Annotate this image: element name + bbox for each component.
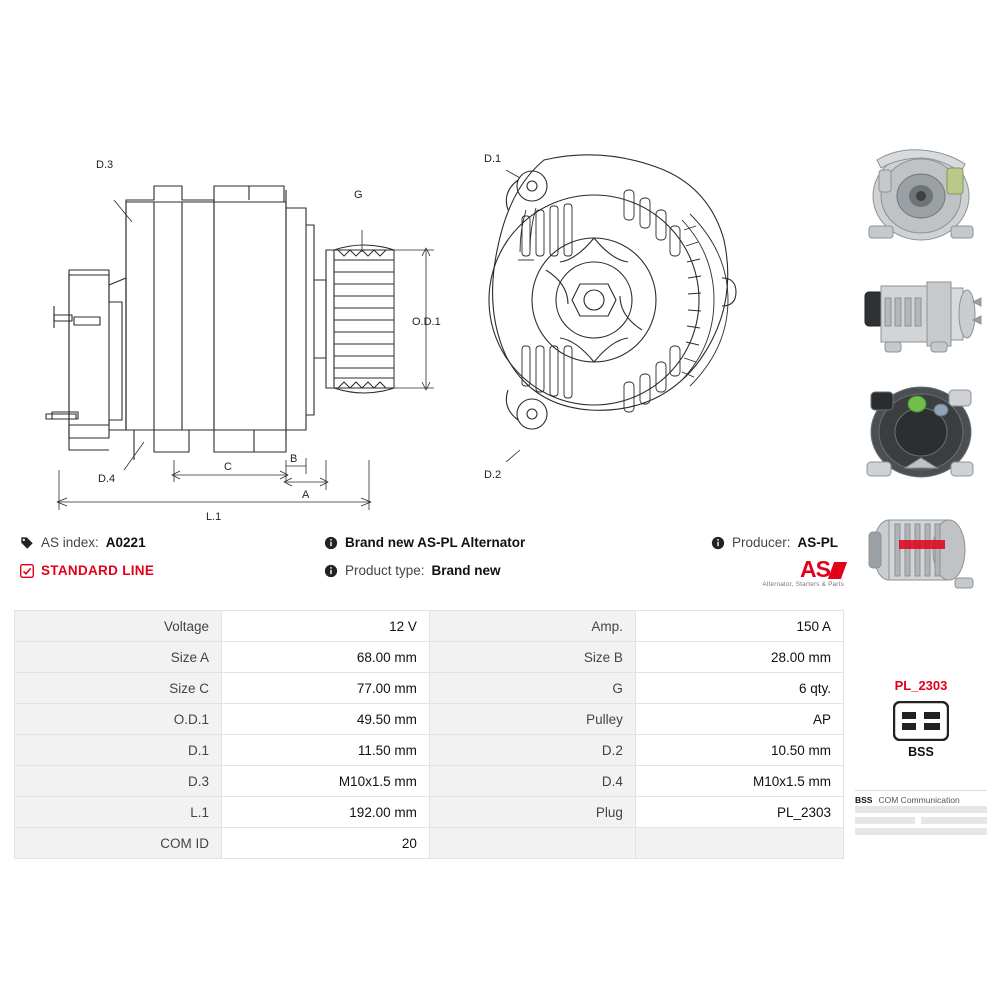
as-index-cell — [20, 535, 146, 550]
product-photo-rear[interactable] — [855, 376, 987, 486]
label-d2: D.2 — [484, 469, 502, 481]
plug-info-box — [855, 678, 987, 759]
spec-key-2 — [429, 828, 635, 859]
spec-key: L.1 — [15, 797, 222, 828]
label-c: C — [224, 461, 232, 473]
as-index-value: A0221 — [105, 535, 146, 550]
producer-value: AS-PL — [797, 535, 838, 550]
standard-line-badge — [20, 563, 154, 578]
spec-value-2: 6 qty. — [635, 673, 843, 704]
spec-key-2: D.4 — [429, 766, 635, 797]
spec-value: 77.00 mm — [222, 673, 430, 704]
plug-icon — [855, 701, 987, 741]
info-row-1 — [14, 535, 844, 563]
table-row — [15, 797, 844, 828]
spec-value-2 — [635, 828, 843, 859]
placeholder-bar — [855, 806, 987, 813]
communication-row — [855, 790, 987, 805]
info-icon — [711, 536, 725, 550]
spec-key-2: Pulley — [429, 704, 635, 735]
product-type-label: Product type: — [345, 563, 425, 578]
info-icon — [324, 564, 338, 578]
spec-key: O.D.1 — [15, 704, 222, 735]
spec-key-2: Size B — [429, 642, 635, 673]
table-row — [15, 828, 844, 859]
label-b: B — [290, 453, 298, 465]
table-row — [15, 611, 844, 642]
spec-value-2: AP — [635, 704, 843, 735]
table-row — [15, 766, 844, 797]
label-d3: D.3 — [96, 159, 114, 171]
spec-key: D.3 — [15, 766, 222, 797]
info-icon — [324, 536, 338, 550]
table-row — [15, 735, 844, 766]
spec-value: 20 — [222, 828, 430, 859]
spec-value: 68.00 mm — [222, 642, 430, 673]
spec-value-2: 150 A — [635, 611, 843, 642]
plug-name: BSS — [908, 745, 934, 759]
placeholder-bar — [855, 828, 987, 835]
plug-code: PL_2303 — [894, 678, 948, 693]
table-row — [15, 642, 844, 673]
spec-key-2: Amp. — [429, 611, 635, 642]
spec-key-2: D.2 — [429, 735, 635, 766]
as-pl-logo-letters: AS — [800, 556, 830, 582]
label-d4: D.4 — [98, 473, 116, 485]
spec-value-2: PL_2303 — [635, 797, 843, 828]
product-photo-side[interactable] — [855, 258, 987, 368]
as-pl-logo-text — [800, 556, 844, 582]
spec-key: Voltage — [15, 611, 222, 642]
spec-value-2: 10.50 mm — [635, 735, 843, 766]
as-index-label: AS index: — [41, 535, 99, 550]
spec-value: 192.00 mm — [222, 797, 430, 828]
spec-key: Size A — [15, 642, 222, 673]
product-photo-angle[interactable] — [855, 494, 987, 604]
table-row — [15, 704, 844, 735]
spec-value-2: 28.00 mm — [635, 642, 843, 673]
producer-label: Producer: — [731, 535, 791, 550]
product-photo-column — [855, 140, 987, 612]
spec-key-2: G — [429, 673, 635, 704]
specification-table — [14, 610, 844, 859]
placeholder-bar — [921, 817, 987, 824]
spec-value: M10x1.5 mm — [222, 766, 430, 797]
producer-cell — [711, 535, 838, 550]
placeholder-bar — [855, 817, 915, 824]
label-g: G — [354, 189, 363, 201]
as-pl-logo — [762, 556, 844, 588]
label-a: A — [302, 489, 310, 501]
communication-label: COM Communication — [878, 795, 960, 805]
check-box-icon — [20, 564, 34, 578]
spec-key: COM ID — [15, 828, 222, 859]
as-pl-logo-slash — [828, 562, 847, 579]
technical-drawing — [14, 130, 844, 520]
label-od1: O.D.1 — [412, 316, 441, 328]
description-cell — [324, 535, 525, 550]
as-pl-logo-subtitle: Alternator, Starters & Parts — [762, 581, 844, 588]
product-type-value: Brand new — [431, 563, 501, 578]
product-description: Brand new AS-PL Alternator — [345, 535, 526, 550]
standard-line-label: STANDARD LINE — [41, 563, 155, 578]
product-photo-front[interactable] — [855, 140, 987, 250]
spec-value: 11.50 mm — [222, 735, 430, 766]
product-type-cell — [324, 563, 501, 578]
spec-key-2: Plug — [429, 797, 635, 828]
spec-value: 49.50 mm — [222, 704, 430, 735]
spec-value-2: M10x1.5 mm — [635, 766, 843, 797]
info-row-2 — [14, 563, 844, 591]
spec-value: 12 V — [222, 611, 430, 642]
placeholder-bars — [855, 806, 987, 839]
communication-tag: BSS — [855, 795, 873, 805]
table-row — [15, 673, 844, 704]
spec-key: D.1 — [15, 735, 222, 766]
product-info-strip — [14, 535, 844, 600]
tag-icon — [20, 536, 34, 550]
label-d1: D.1 — [484, 153, 502, 165]
label-l1: L.1 — [206, 511, 222, 520]
spec-key: Size C — [15, 673, 222, 704]
